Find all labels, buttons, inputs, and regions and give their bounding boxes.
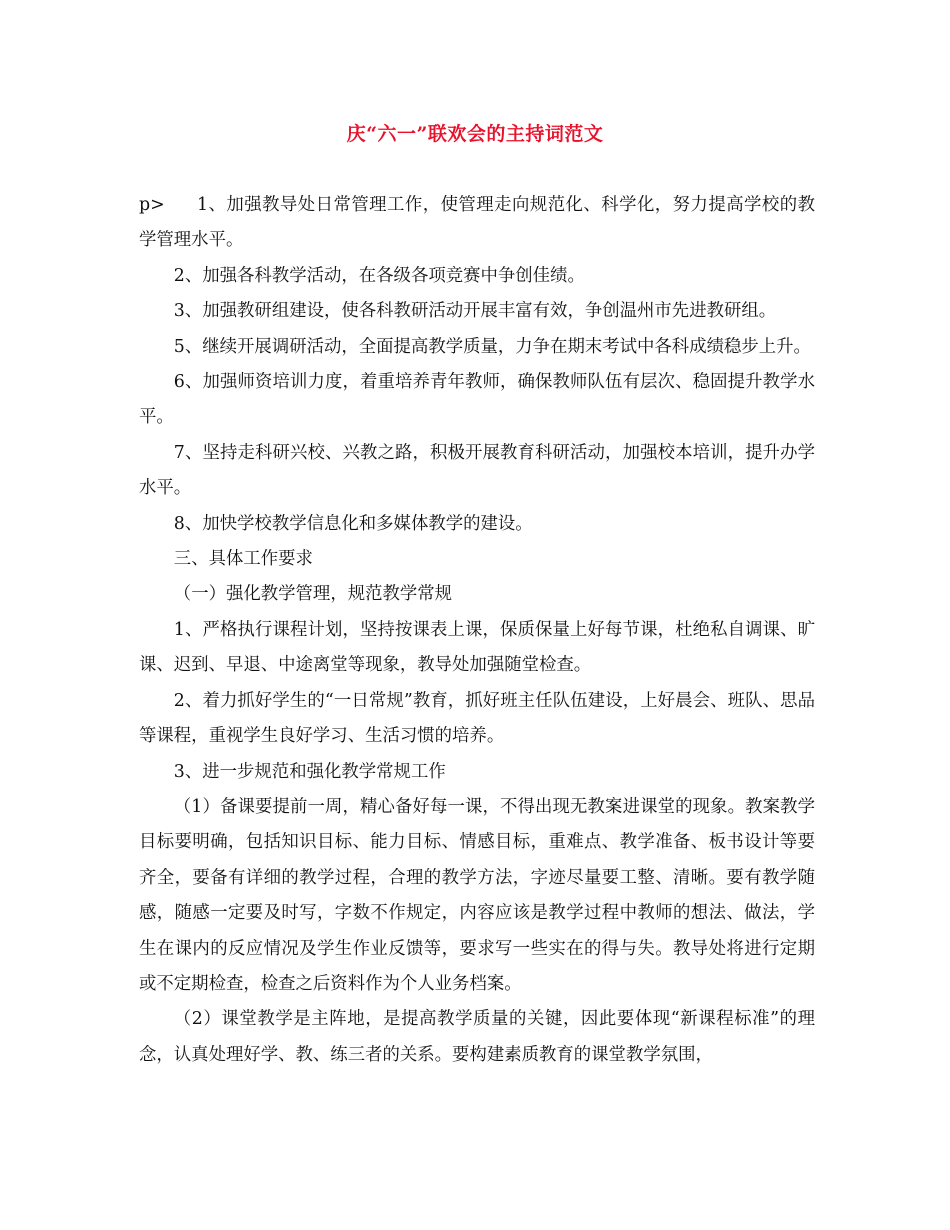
paragraph: 2、着力抓好学生的“一日常规”教育，抓好班主任队伍建设，上好晨会、班队、思品等课程，重视学生良好学习、生活习惯的培养。 (139, 690, 815, 747)
paragraph: 8、加快学校教学信息化和多媒体教学的建设。 (173, 513, 533, 534)
paragraph: 1、严格执行课程计划，坚持按课表上课，保质保量上好每节课，杜绝私自调课、旷课、迟到、早退、中途离堂等现象，教导处加强随堂检查。 (139, 619, 815, 676)
paragraph: （2）课堂教学是主阵地，是提高教学质量的关键，因此要体现“新课程标准”的理念，认真处理好学、教、练三者的关系。要构建素质教育的课堂教学氛围， (139, 1009, 815, 1065)
document-title: 庆“六一”联欢会的主持词范文 (346, 123, 604, 145)
lead-marker: p> (139, 195, 165, 215)
section-heading: 三、具体工作要求 (173, 549, 313, 570)
paragraph: 3、加强教研组建设，使各科教研活动开展丰富有效，争创温州市先进教研组。 (173, 301, 777, 322)
document-body (139, 188, 815, 1073)
subsection-heading: （一）强化教学管理，规范教学常规 (173, 584, 453, 605)
paragraph: （1）备课要提前一周，精心备好每一课，不得出现无教案进课堂的现象。教案教学目标要明确，包括知识目标、能力目标、情感目标，重难点、教学准备、板书设计等要齐全，要备有详细的教学过程，合理的教学方法，字迹尽量要工整、清晰。要有教学随感，随感一定要及时写，字数不作规定，内容应该是教学过程中教师的想法、做法，学生在课内的反应情况及学生作业反馈等，要求写一些实在的得与失。教导处将进行定期或不定期检查，检查之后资料作为个人业务档案。 (139, 796, 815, 994)
paragraph (139, 188, 815, 259)
paragraph-text: 1、加强教导处日常管理工作，使管理走向规范化、科学化，努力提高学校的教学管理水平。 (139, 195, 815, 251)
paragraph: 2、加强各科教学活动，在各级各项竞赛中争创佳绩。 (173, 265, 585, 286)
paragraph: 6、加强师资培训力度，着重培养青年教师，确保教师队伍有层次、稳固提升教学水平。 (139, 372, 815, 428)
paragraph: 7、坚持走科研兴校、兴教之路，积极开展教育科研活动，加强校本培训，提升办学水平。 (139, 442, 815, 499)
paragraph: 5、继续开展调研活动，全面提高教学质量，力争在期末考试中各科成绩稳步上升。 (173, 336, 811, 357)
paragraph: 3、进一步规范和强化教学常规工作 (173, 761, 446, 782)
